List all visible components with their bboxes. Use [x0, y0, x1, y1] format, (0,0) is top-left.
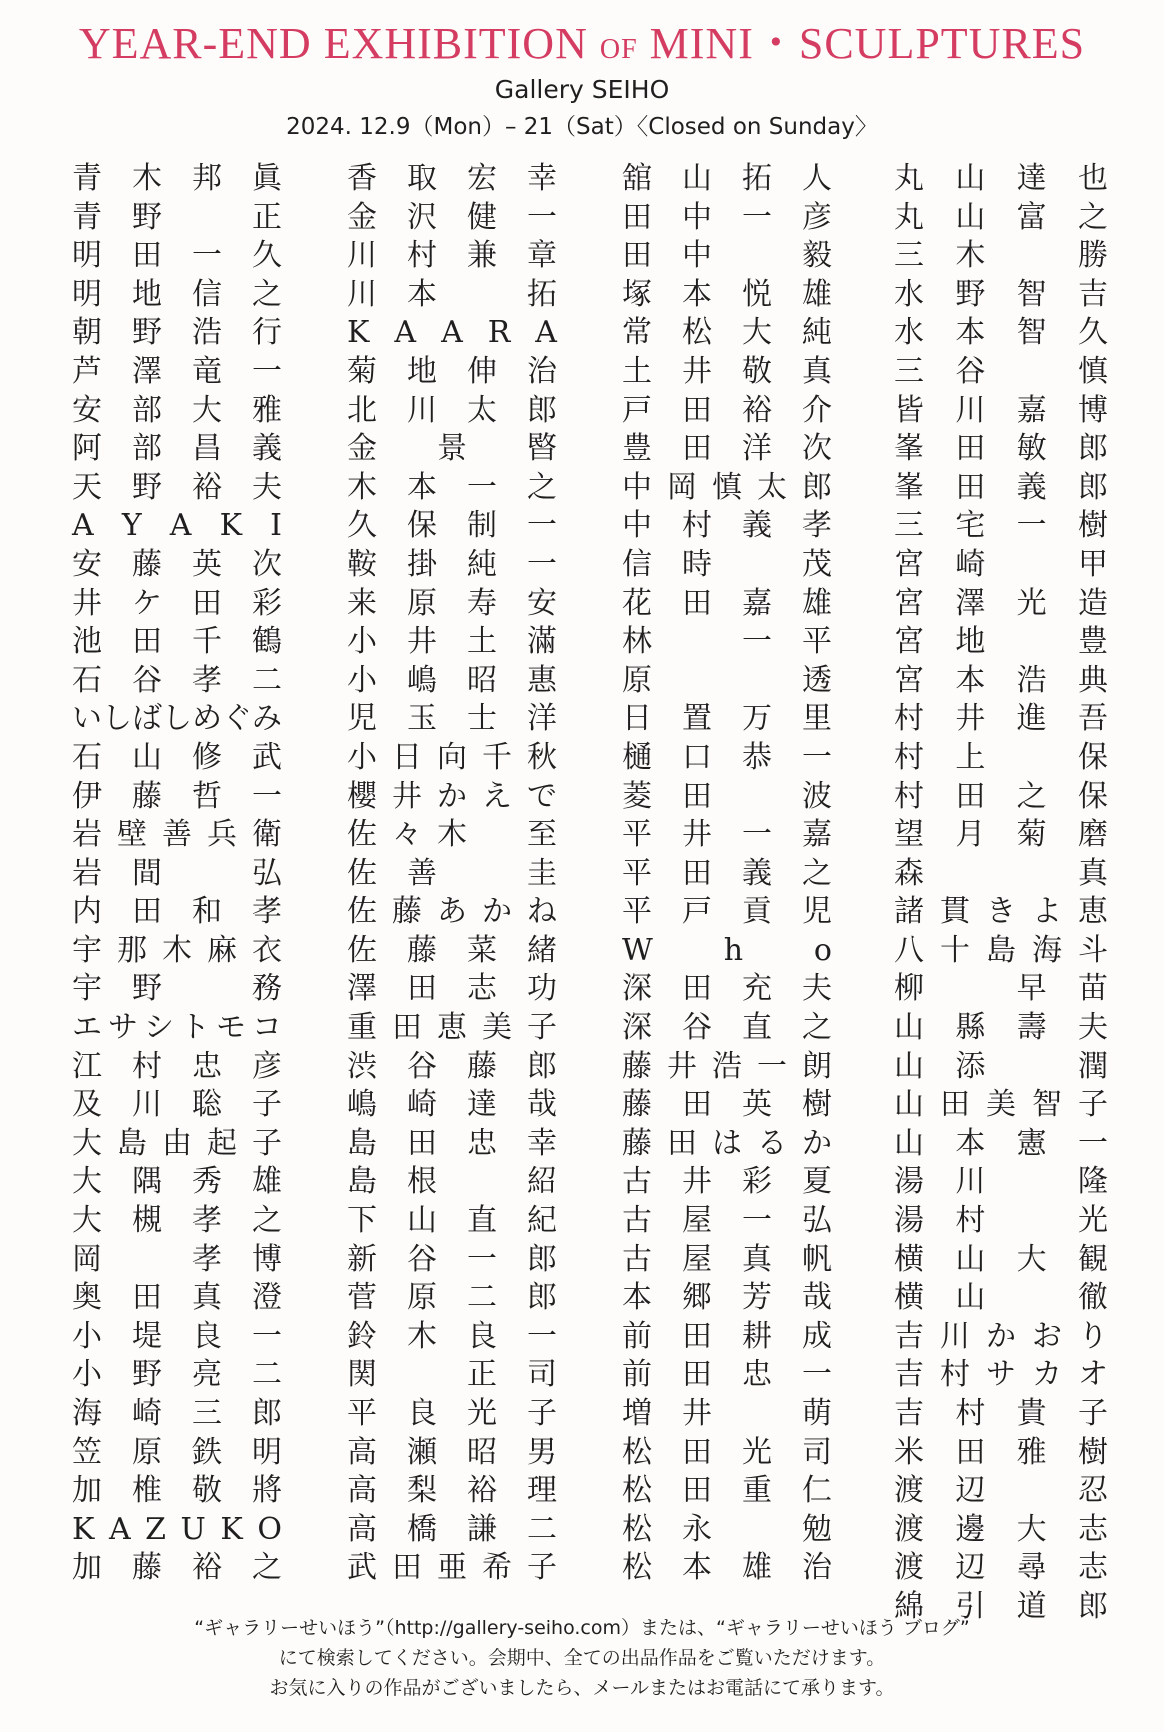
artist-name: 小 井 土 滿 [347, 624, 557, 660]
artist-name: 渋 谷 藤 郎 [347, 1048, 557, 1084]
artist-name: 諸 貫 き よ 恵 [894, 894, 1108, 930]
artist-name: 嶋 崎 達 哉 [347, 1087, 557, 1123]
artist-name: 関 正 司 [347, 1357, 557, 1393]
artist-name: 川 本 拓 [347, 276, 557, 312]
artist-name: 森 真 [894, 855, 1108, 891]
artist-name: 島 田 忠 幸 [347, 1125, 557, 1161]
artist-name: 鈴 木 良 一 [347, 1318, 557, 1354]
artist-name: 井 ケ 田 彩 [72, 585, 282, 621]
artist-name: 小 野 亮 二 [72, 1357, 282, 1393]
artist-name: 樋 口 恭 一 [622, 739, 832, 775]
artist-name: 林 一 平 [622, 624, 832, 660]
artist-name: 朝 野 浩 行 [72, 315, 282, 351]
artist-name: 天 野 裕 夫 [72, 469, 282, 505]
title-of: OF [599, 34, 638, 65]
artist-name: 伊 藤 哲 一 [72, 778, 282, 814]
artist-name: K A Z U K O [72, 1511, 282, 1547]
artist-name: 岡 孝 博 [72, 1241, 282, 1277]
artist-column-3 [622, 160, 832, 1588]
artist-name: 藤 田 は る か [622, 1125, 832, 1161]
artist-name: 村 上 保 [894, 739, 1108, 775]
artist-name: 峯 田 義 郎 [894, 469, 1108, 505]
artist-name: 古 井 彩 夏 [622, 1164, 832, 1200]
artist-name: 藤 田 英 樹 [622, 1087, 832, 1123]
artist-name: 児 玉 士 洋 [347, 701, 557, 737]
artist-name: A Y A K I [72, 508, 282, 544]
artist-name: 横 山 徹 [894, 1280, 1108, 1316]
artist-name: 及 川 聡 子 [72, 1087, 282, 1123]
artist-name: 宇 那 木 麻 衣 [72, 932, 282, 968]
artist-name: 島 根 紹 [347, 1164, 557, 1200]
artist-name: 明 地 信 之 [72, 276, 282, 312]
artist-name: 菅 原 二 郎 [347, 1280, 557, 1316]
artist-name: 菊 地 伸 治 [347, 353, 557, 389]
artist-name: 青 木 邦 眞 [72, 161, 282, 196]
artist-name: エ サ シ ト モ コ [72, 1010, 282, 1046]
artist-name: 奥 田 真 澄 [72, 1280, 282, 1316]
artist-name: 平 田 義 之 [622, 855, 832, 891]
artist-name: 宮 本 浩 典 [894, 662, 1108, 698]
artist-name: 佐 藤 菜 緒 [347, 932, 557, 968]
artist-name: 北 川 太 郎 [347, 392, 557, 428]
artist-name: 藤 井 浩 一 朗 [622, 1048, 832, 1084]
artist-column-2 [347, 160, 557, 1588]
artist-name: 大 隅 秀 雄 [72, 1164, 282, 1200]
artist-name: 塚 本 悦 雄 [622, 276, 832, 312]
artist-name: 青 野 正 [72, 199, 282, 235]
artist-name: 土 井 敬 真 [622, 353, 832, 389]
artist-name: 金 沢 健 一 [347, 199, 557, 235]
artist-name: 佐 藤 あ か ね [347, 894, 557, 930]
artist-name: 川 村 兼 章 [347, 238, 557, 274]
artist-name: 丸 山 達 也 [894, 161, 1108, 196]
artist-name: 田 中 毅 [622, 238, 832, 274]
artist-name: 戸 田 裕 介 [622, 392, 832, 428]
artist-name: 宮 崎 甲 [894, 546, 1108, 582]
artist-name: 田 中 一 彦 [622, 199, 832, 235]
artist-name: 新 谷 一 郎 [347, 1241, 557, 1277]
artist-name: 豊 田 洋 次 [622, 431, 832, 467]
artist-name: 木 本 一 之 [347, 469, 557, 505]
artist-name: 湯 村 光 [894, 1203, 1108, 1239]
artist-name: 小 日 向 千 秋 [347, 739, 557, 775]
footer-note [0, 1613, 1164, 1703]
artist-name: 八 十 島 海 斗 [894, 932, 1108, 968]
artist-name: 三 宅 一 樹 [894, 508, 1108, 544]
artist-name: 阿 部 昌 義 [72, 431, 282, 467]
artist-name: 池 田 千 鶴 [72, 624, 282, 660]
artist-name: 柳 早 苗 [894, 971, 1108, 1007]
title-main: YEAR-END EXHIBITION [78, 19, 600, 68]
artist-name: 山 縣 壽 夫 [894, 1010, 1108, 1046]
artist-name: 渡 辺 忍 [894, 1473, 1108, 1509]
footer-line-2: にて検索してください。会期中、全ての出品作品をご覧いただけます。 [278, 1647, 886, 1669]
artist-name: 平 井 一 嘉 [622, 817, 832, 853]
artist-name: 内 田 和 孝 [72, 894, 282, 930]
artist-name: 皆 川 嘉 博 [894, 392, 1108, 428]
artist-name: い し ば し め ぐ み [72, 701, 282, 737]
artist-name: 久 保 制 一 [347, 508, 557, 544]
artist-name: W h o [622, 932, 832, 968]
artist-name: 石 山 修 武 [72, 739, 282, 775]
artist-name: K A A R A [347, 315, 557, 351]
artist-name: 丸 山 富 之 [894, 199, 1108, 235]
artist-name: 山 添 潤 [894, 1048, 1108, 1084]
artist-name: 加 藤 裕 之 [72, 1550, 282, 1586]
artist-name: 宮 地 豊 [894, 624, 1108, 660]
artist-name: 岩 壁 善 兵 衛 [72, 817, 282, 853]
artist-name: 深 田 充 夫 [622, 971, 832, 1007]
artist-name: 吉 村 貴 子 [894, 1396, 1108, 1431]
artist-name: 中 村 義 孝 [622, 508, 832, 544]
artist-name: 江 村 忠 彦 [72, 1048, 282, 1084]
artist-column-1 [72, 160, 282, 1588]
artist-column-4 [894, 160, 1108, 1627]
artist-name: 大 島 由 起 子 [72, 1125, 282, 1161]
artist-name: 石 谷 孝 二 [72, 662, 282, 698]
artist-name: 平 戸 貢 児 [622, 894, 832, 930]
artist-name: 湯 川 隆 [894, 1164, 1108, 1200]
artist-name: 宇 野 務 [72, 971, 282, 1007]
gallery-name: Gallery SEIHO [494, 75, 670, 104]
artist-name: 高 梨 裕 理 [347, 1473, 557, 1509]
artist-name: 綿 引 道 郎 [894, 1588, 1108, 1624]
artist-names-grid [72, 160, 1108, 1624]
artist-name: 水 野 智 吉 [894, 276, 1108, 312]
exhibition-dates: 2024. 12.9（Mon）– 21（Sat）〈Closed on Sunday〉 [286, 114, 878, 140]
artist-name: 古 屋 真 帆 [622, 1241, 832, 1277]
artist-name: 来 原 寿 安 [347, 585, 557, 621]
artist-name: 望 月 菊 磨 [894, 817, 1108, 853]
artist-name: 菱 田 波 [622, 778, 832, 814]
artist-name: 三 谷 慎 [894, 353, 1108, 389]
artist-name: 前 田 忠 一 [622, 1357, 832, 1393]
artist-name: 中 岡 慎 太 郎 [622, 469, 832, 505]
artist-name: 櫻 井 か え で [347, 778, 557, 814]
artist-name: 本 郷 芳 哉 [622, 1280, 832, 1316]
artist-name: 宮 澤 光 造 [894, 585, 1108, 621]
artist-name: 三 木 勝 [894, 238, 1108, 274]
artist-name: 重 田 恵 美 子 [347, 1010, 557, 1046]
artist-name: 松 田 重 仁 [622, 1473, 832, 1509]
artist-name: 渡 邊 大 志 [894, 1511, 1108, 1547]
artist-name: 舘 山 拓 人 [622, 161, 832, 196]
artist-name: 日 置 万 里 [622, 701, 832, 737]
artist-name: 渡 辺 尋 志 [894, 1550, 1108, 1586]
artist-name: 花 田 嘉 雄 [622, 585, 832, 621]
artist-name: 岩 間 弘 [72, 855, 282, 891]
artist-name: 小 嶋 昭 惠 [347, 662, 557, 698]
artist-name: 増 井 萌 [622, 1396, 832, 1431]
artist-name: 深 谷 直 之 [622, 1010, 832, 1046]
footer-line-3: お気に入りの作品がございましたら、メールまたはお電話にて承ります。 [269, 1677, 895, 1699]
artist-name: 笠 原 鉄 明 [72, 1434, 282, 1470]
artist-name: 金 景 暋 [347, 431, 557, 467]
artist-name: 安 部 大 雅 [72, 392, 282, 428]
artist-name: 米 田 雅 樹 [894, 1434, 1108, 1470]
artist-name: 水 本 智 久 [894, 315, 1108, 351]
artist-name: 安 藤 英 次 [72, 546, 282, 582]
artist-name: 山 田 美 智 子 [894, 1087, 1108, 1123]
artist-name: 村 田 之 保 [894, 778, 1108, 814]
artist-name: 澤 田 志 功 [347, 971, 557, 1007]
artist-name: 松 田 光 司 [622, 1434, 832, 1470]
artist-name: 横 山 大 観 [894, 1241, 1108, 1277]
artist-name: 松 本 雄 治 [622, 1550, 832, 1586]
artist-name: 鞍 掛 純 一 [347, 546, 557, 582]
artist-name: 大 槻 孝 之 [72, 1203, 282, 1239]
artist-name: 平 良 光 子 [347, 1396, 557, 1431]
artist-name: 峯 田 敏 郎 [894, 431, 1108, 467]
artist-name: 山 本 憲 一 [894, 1125, 1108, 1161]
artist-name: 吉 村 サ カ オ [894, 1357, 1108, 1393]
artist-name: 高 瀬 昭 男 [347, 1434, 557, 1470]
artist-name: 吉 川 か お り [894, 1318, 1108, 1354]
artist-name: 海 崎 三 郎 [72, 1396, 282, 1431]
artist-name: 高 橋 謙 二 [347, 1511, 557, 1547]
artist-name: 松 永 勉 [622, 1511, 832, 1547]
artist-name: 信 時 茂 [622, 546, 832, 582]
artist-name: 村 井 進 吾 [894, 701, 1108, 737]
artist-name: 佐 善 圭 [347, 855, 557, 891]
artist-name: 加 椎 敬 將 [72, 1473, 282, 1509]
artist-name: 佐 々 木 至 [347, 817, 557, 853]
artist-name: 原 透 [622, 662, 832, 698]
artist-name: 明 田 一 久 [72, 238, 282, 274]
artist-name: 芦 澤 竜 一 [72, 353, 282, 389]
artist-name: 下 山 直 紀 [347, 1203, 557, 1239]
artist-name: 古 屋 一 弘 [622, 1203, 832, 1239]
artist-name: 小 堤 良 一 [72, 1318, 282, 1354]
artist-name: 前 田 耕 成 [622, 1318, 832, 1354]
footer-line-1: “ギャラリーせいほう”（http://gallery-seiho.com）または、“ギャラリーせいほう ブログ” [194, 1617, 970, 1639]
exhibition-title [0, 20, 1164, 74]
artist-name: 武 田 亜 希 子 [347, 1550, 557, 1586]
artist-name: 常 松 大 純 [622, 315, 832, 351]
artist-name: 香 取 宏 幸 [347, 161, 557, 196]
title-rest: MINI・SCULPTURES [637, 19, 1086, 68]
